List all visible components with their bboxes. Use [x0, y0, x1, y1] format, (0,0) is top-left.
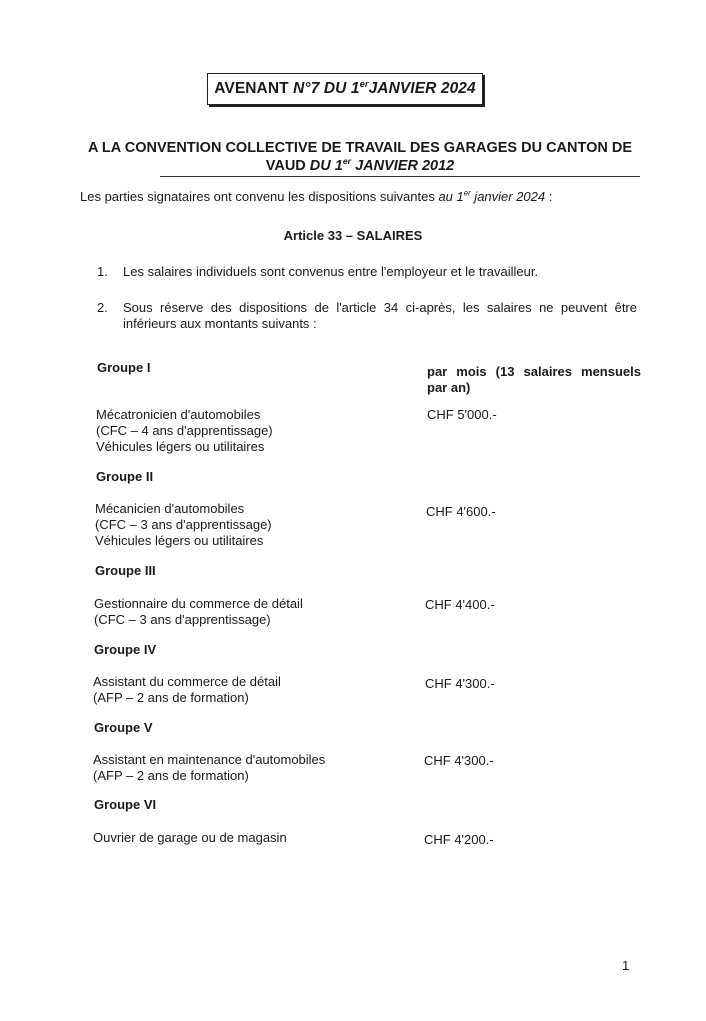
per-month-line-2: par an): [427, 380, 471, 395]
group-3-title: Groupe III: [95, 563, 156, 578]
group-2-job-line-1: Mécanicien d'automobiles: [95, 501, 245, 516]
group-4-job-line-2: (AFP – 2 ans de formation): [93, 690, 249, 705]
group-6-job-line-1: Ouvrier de garage ou de magasin: [93, 830, 287, 845]
article-heading: Article 33 – SALAIRES: [283, 228, 423, 243]
subtitle-line-2: [60, 157, 660, 175]
group-2-job-line-2: (CFC – 3 ans d'apprentissage): [95, 517, 272, 532]
group-1-salary: CHF 5'000.-: [427, 407, 497, 422]
group-3-job-line-2: (CFC – 3 ans d'apprentissage): [94, 612, 271, 627]
group-5-title: Groupe V: [94, 720, 153, 735]
group-6-salary: CHF 4'200.-: [424, 832, 494, 847]
intro-italic: au 1: [438, 189, 464, 204]
group-1-job-line-3: Véhicules légers ou utilitaires: [96, 439, 265, 454]
group-4-title: Groupe IV: [94, 642, 157, 657]
subtitle-line-2-rest: JANVIER 2012: [351, 158, 455, 174]
document-title: [207, 73, 483, 105]
group-5-job: [93, 752, 325, 784]
intro-italic-rest: janvier 2024: [470, 189, 546, 204]
paragraph-2-number: 2.: [97, 300, 108, 315]
group-4-job-line-1: Assistant du commerce de détail: [93, 674, 281, 689]
subtitle-line-2-italic: DU 1: [309, 158, 343, 174]
paragraph-2-line-2: inférieurs aux montants suivants :: [123, 316, 317, 331]
title-date: JANVIER 2024: [368, 80, 476, 97]
group-6-title: Groupe VI: [94, 797, 157, 812]
group-2-title: Groupe II: [96, 469, 154, 484]
group-1-job: [96, 407, 273, 455]
per-month-line-1: par mois (13 salaires mensuels: [427, 364, 641, 379]
title-number: N°7 DU 1: [293, 80, 360, 97]
group-5-job-line-2: (AFP – 2 ans de formation): [93, 768, 249, 783]
group-1-job-line-2: (CFC – 4 ans d'apprentissage): [96, 423, 273, 438]
title-sup: er: [359, 78, 369, 89]
intro-plain: Les parties signataires ont convenu les dispositions suivantes: [80, 189, 439, 204]
subtitle-line-2-plain: VAUD: [265, 158, 310, 174]
paragraph-1-text: Les salaires individuels sont convenus entre l'employeur et le travailleur.: [123, 264, 539, 279]
title-prefix: AVENANT: [214, 80, 289, 97]
subtitle-sup: er: [342, 156, 352, 167]
group-2-job-line-3: Véhicules légers ou utilitaires: [95, 533, 264, 548]
subtitle-line-1: A LA CONVENTION COLLECTIVE DE TRAVAIL DES GARAGES DU CANTON DE: [87, 140, 633, 156]
group-3-job: [94, 596, 303, 628]
group-1-title: Groupe I: [97, 360, 151, 375]
intro-sup: er: [463, 188, 471, 198]
paragraph-1-number: 1.: [97, 264, 108, 279]
intro-end: :: [545, 189, 553, 204]
group-5-job-line-1: Assistant en maintenance d'automobiles: [93, 752, 326, 767]
group-1-job-line-1: Mécatronicien d'automobiles: [96, 407, 261, 422]
group-2-salary: CHF 4'600.-: [426, 504, 496, 519]
group-4-salary: CHF 4'300.-: [425, 676, 495, 691]
page-number: 1: [622, 958, 630, 973]
paragraph-2-line-1: Sous réserve des dispositions de l'article 34 ci-après, les salaires ne peuvent être: [123, 300, 637, 315]
group-5-salary: CHF 4'300.-: [424, 753, 494, 768]
group-2-job: [95, 501, 272, 549]
document-subtitle: [60, 139, 660, 175]
subtitle-divider: [160, 176, 640, 177]
group-3-salary: CHF 4'400.-: [425, 597, 495, 612]
group-6-job: [93, 830, 287, 846]
group-3-job-line-1: Gestionnaire du commerce de détail: [94, 596, 303, 611]
intro-text: [80, 189, 552, 204]
group-4-job: [93, 674, 281, 706]
per-month-header: [427, 364, 641, 396]
paragraph-2-text: [123, 300, 637, 332]
